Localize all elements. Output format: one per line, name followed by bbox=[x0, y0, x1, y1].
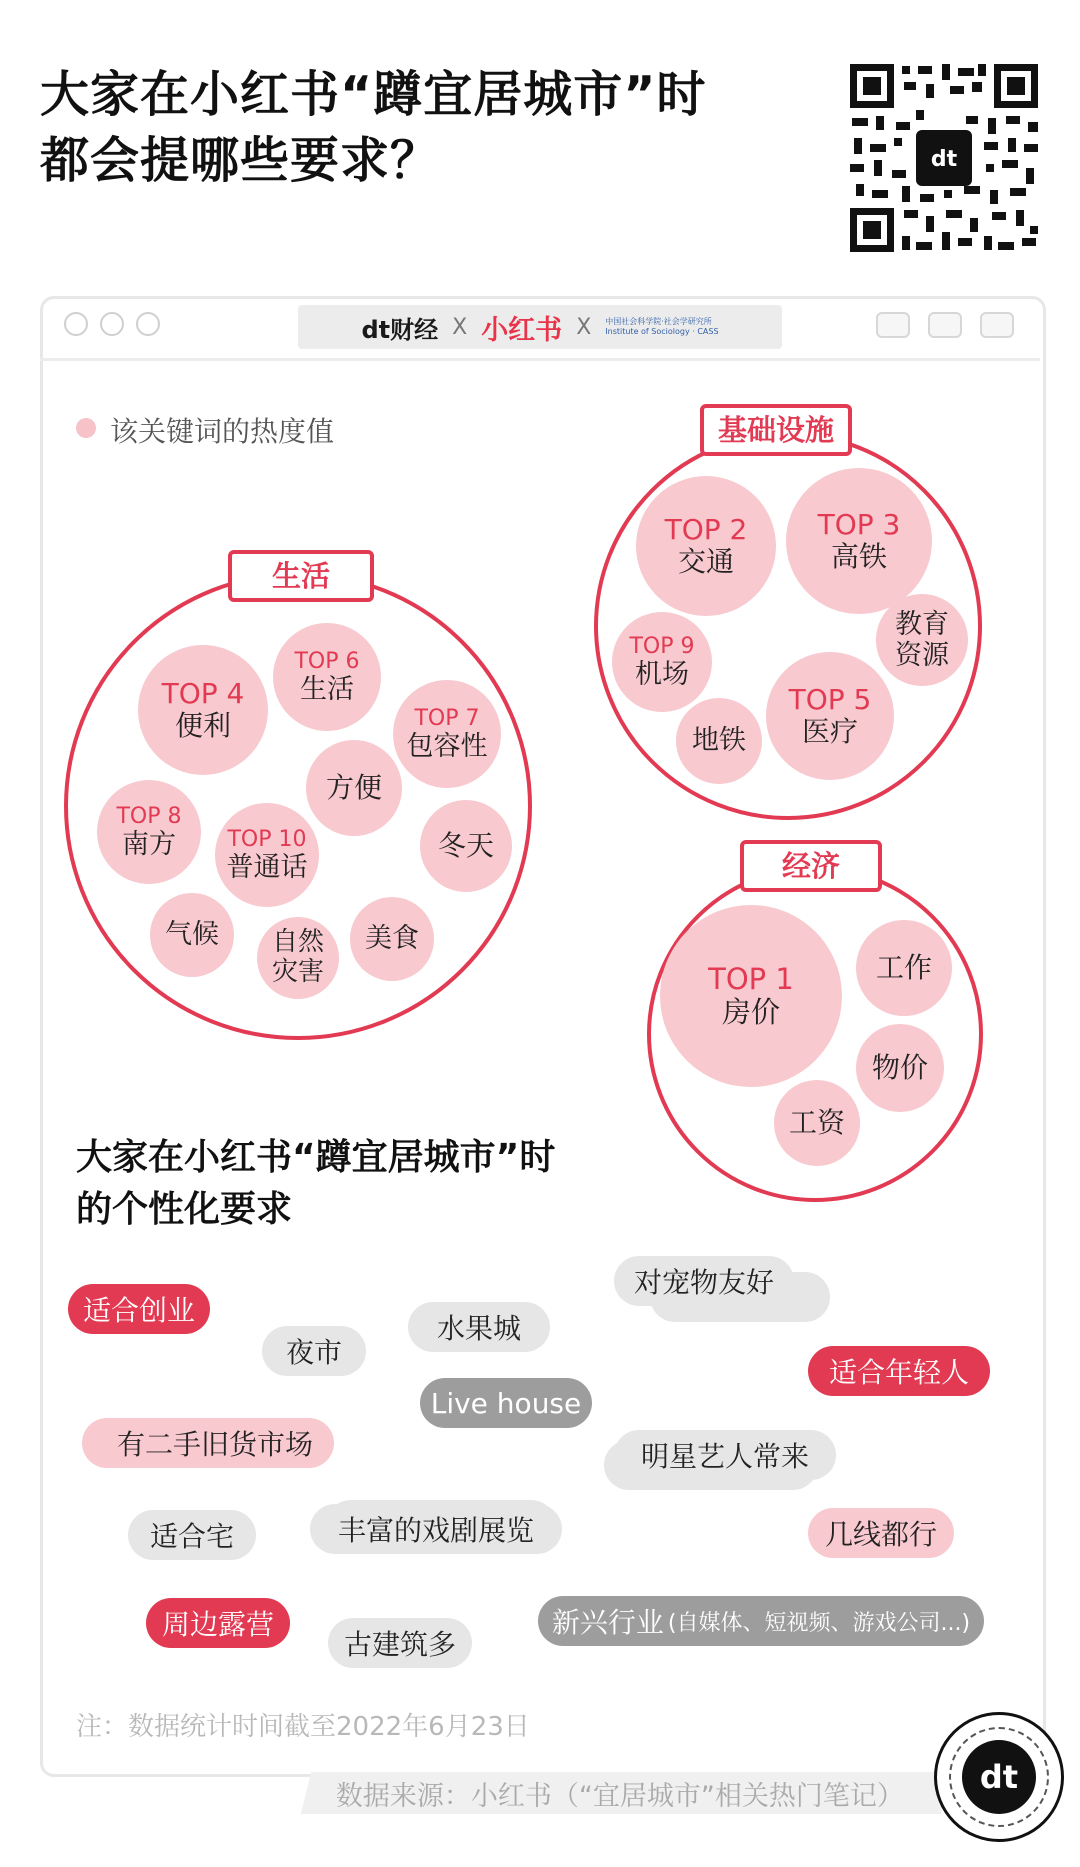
window-close-icon bbox=[64, 312, 88, 336]
bubble-jiaoyu: 教育 资源 bbox=[876, 594, 968, 686]
bubble-dongtian: 冬天 bbox=[420, 800, 512, 892]
bubble-top1: TOP 1 房价 bbox=[660, 905, 842, 1087]
legend-swatch bbox=[76, 418, 96, 438]
tag-jixian: 几线都行 bbox=[808, 1508, 954, 1558]
bubble-wujia: 物价 bbox=[856, 1024, 944, 1112]
data-source bbox=[301, 1772, 951, 1814]
cass-logo: 中国社会科学院·社会学研究所 Institute of Sociology · CASS bbox=[605, 317, 719, 336]
dt-seal-text: dt bbox=[962, 1740, 1036, 1814]
legend-label: 该关键词的热度值 bbox=[110, 415, 335, 448]
footnote: 注：数据统计时间截至2022年6月23日 bbox=[76, 1712, 530, 1742]
xiaohongshu-logo: 小红书 bbox=[481, 314, 563, 346]
tag-xinxing bbox=[538, 1596, 984, 1646]
tag-zhai: 适合宅 bbox=[128, 1510, 256, 1560]
brand-separator-2: X bbox=[576, 314, 592, 340]
tag-luying: 周边露营 bbox=[146, 1598, 290, 1648]
qr-code bbox=[846, 60, 1042, 256]
tag-livehouse: Live house bbox=[420, 1378, 592, 1428]
bubble-ditie: 地铁 bbox=[676, 698, 762, 784]
bubble-top3: TOP 3 高铁 bbox=[786, 468, 932, 614]
page-title bbox=[40, 62, 800, 194]
group-infra-label: 基础设施 bbox=[700, 404, 852, 456]
data-source-text: 数据来源：小红书（“宜居城市”相关热门笔记） bbox=[336, 1780, 904, 1812]
bubble-top9: TOP 9 机场 bbox=[612, 612, 712, 712]
bubble-meishi: 美食 bbox=[350, 897, 434, 981]
share-icon bbox=[928, 312, 962, 338]
bubble-top4: TOP 4 便利 bbox=[138, 645, 268, 775]
bubble-top10: TOP 10 普通话 bbox=[215, 803, 319, 907]
tag-mingxing: 明星艺人常来 bbox=[614, 1430, 836, 1480]
dt-seal-logo bbox=[934, 1712, 1064, 1842]
tag-chongwu: 对宠物友好 bbox=[614, 1256, 794, 1306]
bubble-fangbian: 方便 bbox=[306, 740, 402, 836]
section-title-line2: 的个性化要求 bbox=[76, 1189, 293, 1230]
window-maximize-icon bbox=[136, 312, 160, 336]
bubble-top6: TOP 6 生活 bbox=[273, 623, 381, 731]
bubble-top2: TOP 2 交通 bbox=[636, 476, 776, 616]
bubble-top7: TOP 7 包容性 bbox=[393, 680, 501, 788]
bubble-gongzi: 工资 bbox=[774, 1080, 860, 1166]
brand-separator: X bbox=[452, 314, 468, 340]
page-title-line2: 都会提哪些要求？ bbox=[40, 132, 441, 189]
group-life-label: 生活 bbox=[228, 550, 374, 602]
dt-logo: dt财经 bbox=[361, 315, 439, 344]
group-economy-label: 经济 bbox=[740, 840, 882, 892]
bubble-top5: TOP 5 医疗 bbox=[766, 652, 894, 780]
bubble-qihou: 气候 bbox=[150, 893, 234, 977]
section-title bbox=[76, 1132, 555, 1236]
bubble-top8: TOP 8 南方 bbox=[97, 780, 201, 884]
svg-text:dt: dt bbox=[930, 147, 958, 172]
tag-shuiguocheng: 水果城 bbox=[408, 1302, 550, 1352]
bubble-gongzuo: 工作 bbox=[856, 920, 952, 1016]
brand-strip bbox=[298, 305, 782, 349]
tag-chuangye: 适合创业 bbox=[68, 1284, 210, 1334]
page-title-line1: 大家在小红书“蹲宜居城市”时 bbox=[40, 66, 707, 123]
tag-yeshi: 夜市 bbox=[262, 1326, 366, 1376]
tag-xinxing-note: (自媒体、短视频、游戏公司...) bbox=[667, 1610, 971, 1636]
tag-gujianzhu: 古建筑多 bbox=[328, 1618, 472, 1668]
tag-xiju: 丰富的戏剧展览 bbox=[310, 1504, 562, 1554]
record-icon bbox=[876, 312, 910, 338]
tag-ershou: 有二手旧货市场 bbox=[96, 1418, 334, 1468]
bubble-zaihai: 自然 灾害 bbox=[257, 917, 339, 999]
window-minimize-icon bbox=[100, 312, 124, 336]
tag-xinxing-label: 新兴行业 bbox=[551, 1606, 664, 1639]
section-title-line1: 大家在小红书“蹲宜居城市”时 bbox=[76, 1137, 556, 1178]
tag-nianqingren: 适合年轻人 bbox=[808, 1346, 990, 1396]
window-copy-icon bbox=[980, 312, 1014, 338]
